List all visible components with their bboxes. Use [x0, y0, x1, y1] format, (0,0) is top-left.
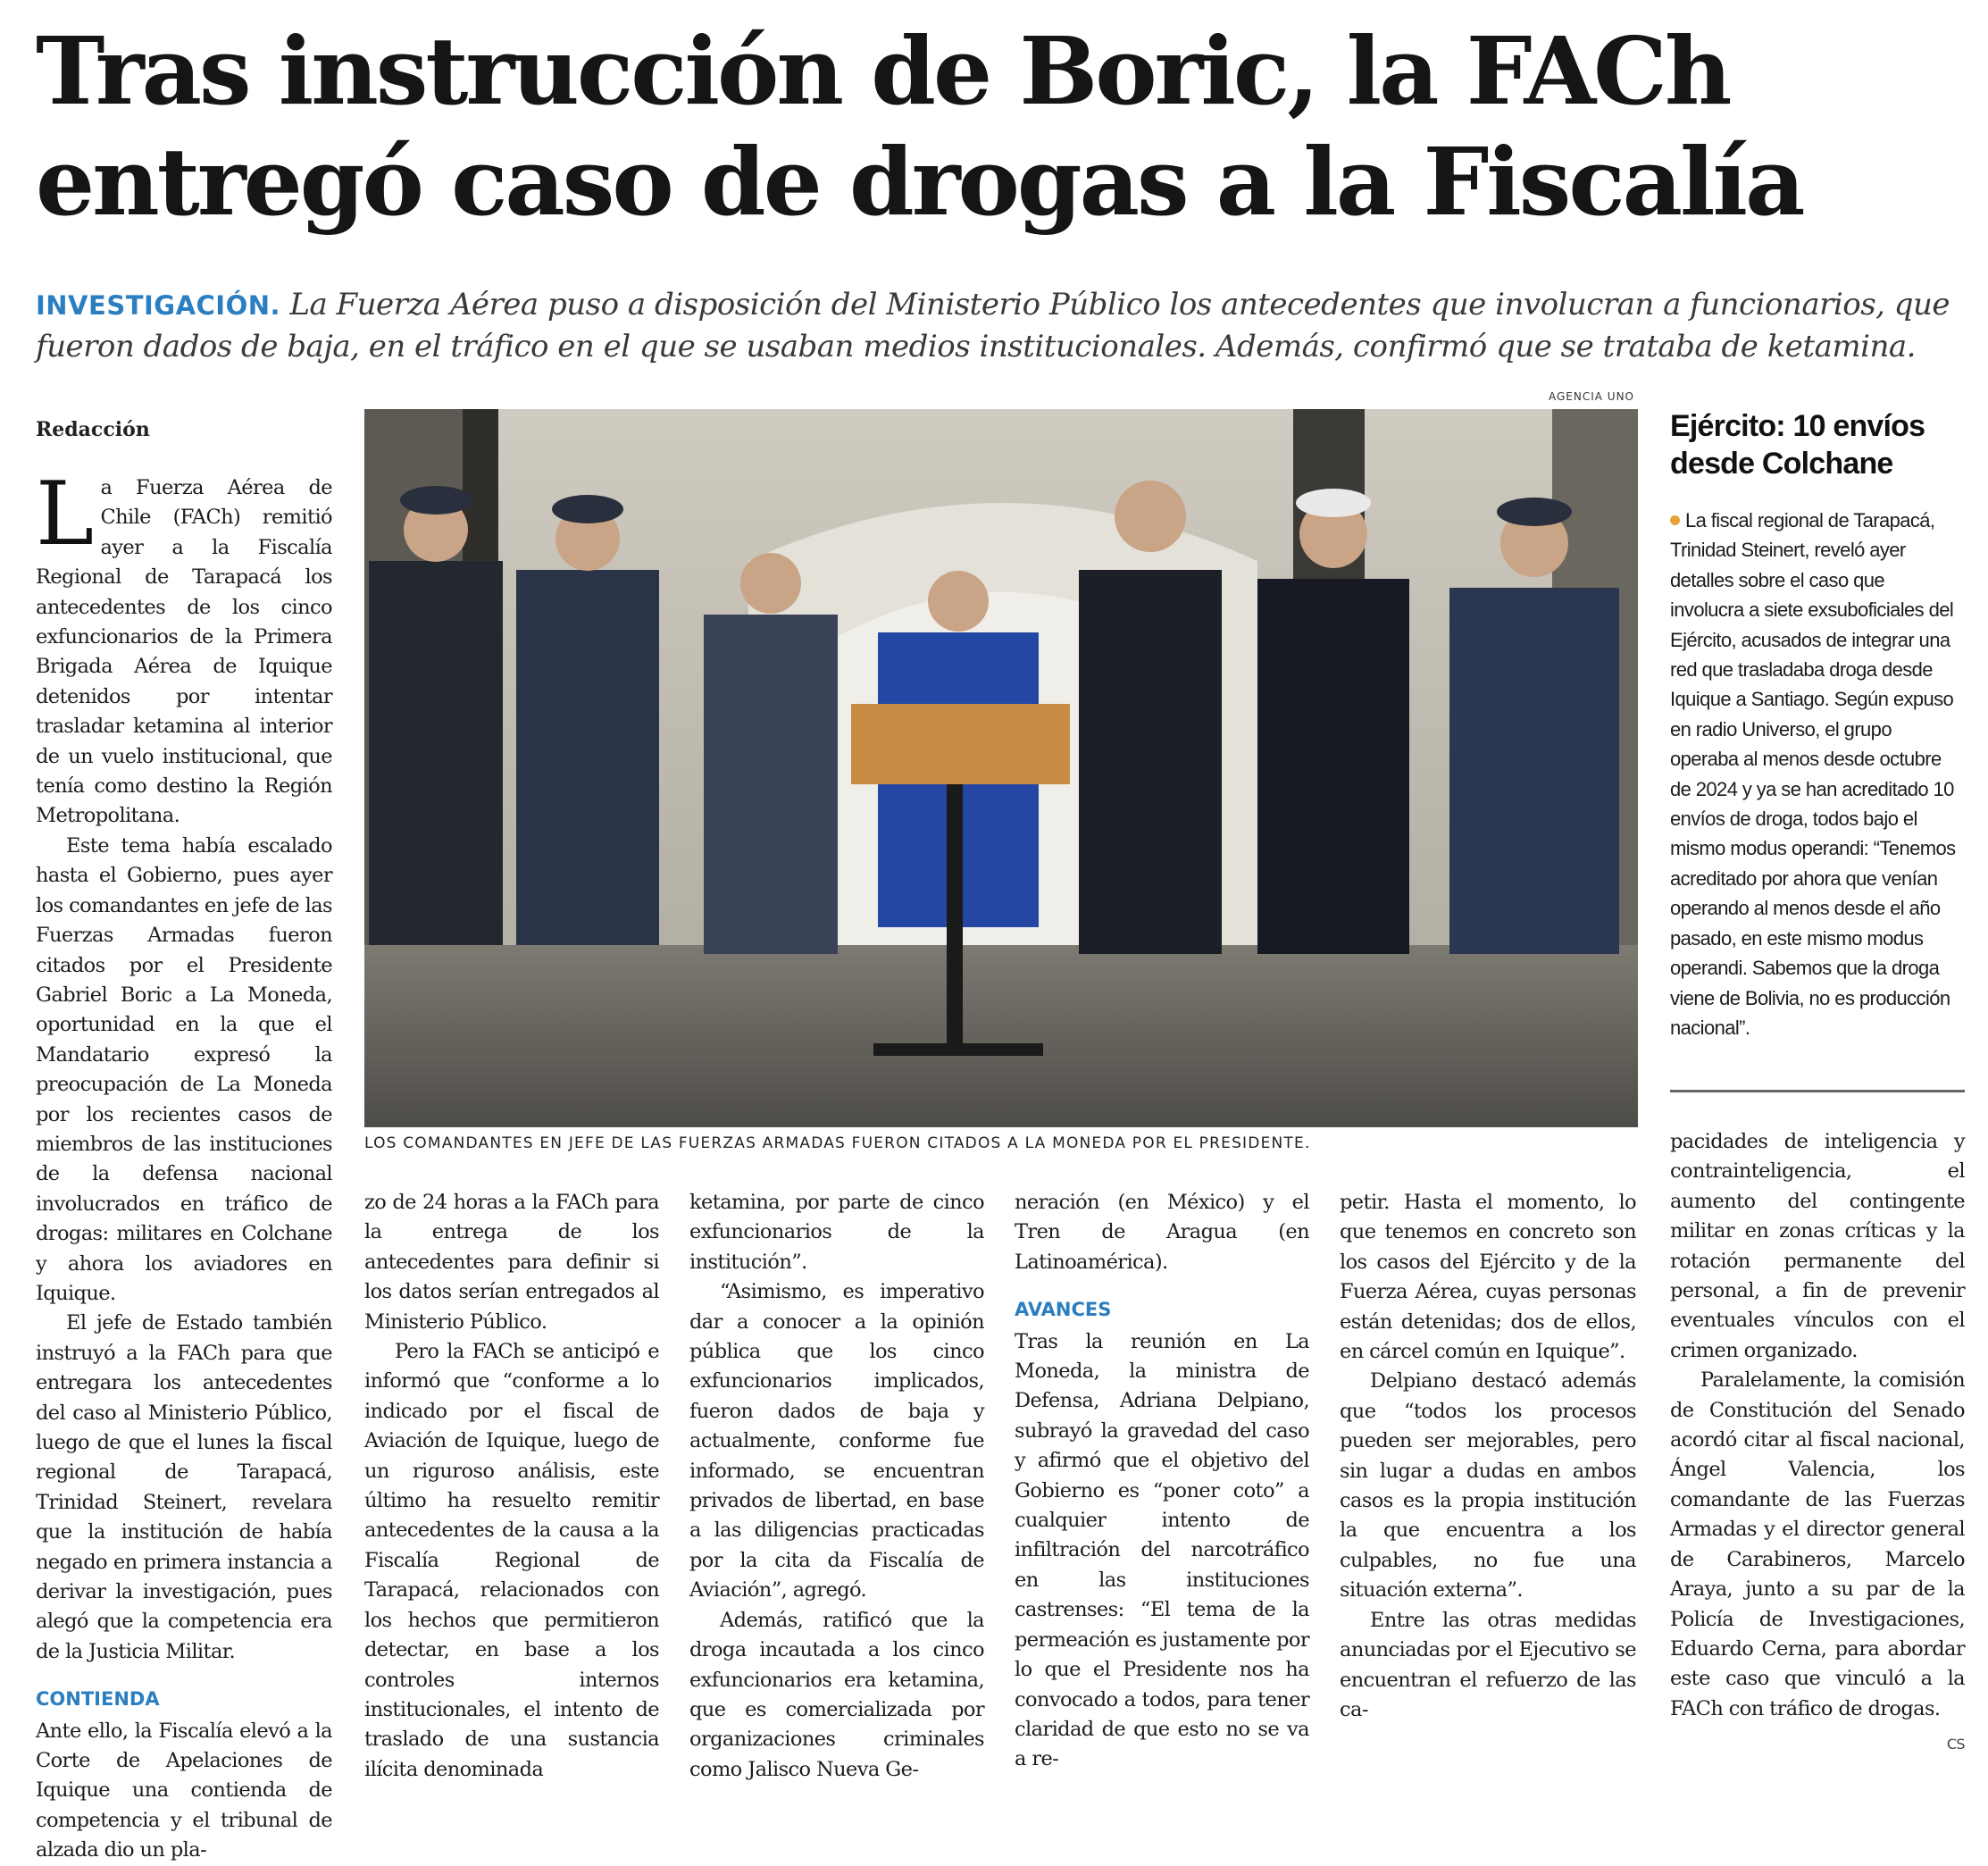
paragraph: Delpiano destacó además que “todos los procesos pueden ser mejorables, pero sin lugar a dudas en ambos casos es la propia institución la que encuentra a los culpables, no fue una situación externa”. [1340, 1369, 1636, 1602]
paragraph: El jefe de Estado también instruyó a la FACh para que entregara los antecedentes del caso al Ministerio Público, luego de que el lunes la fiscal regional de Tarapacá, Trinidad Steinert, revelara que la institución de había negado en primera instancia a derivar la investigación, pues alegó que la competencia era de la Justicia Militar. [36, 1311, 332, 1663]
paragraph: pacidades de inteligencia y contrainteligencia, el aumento del contingente militar en zonas críticas y la rotación permanente del personal, a fin de prevenir eventuales vínculos con el crimen organizado. [1670, 1130, 1965, 1362]
byline: Redacción [36, 418, 150, 441]
column-1 [36, 464, 332, 1866]
subhead-avances: AVANCES [1015, 1299, 1112, 1321]
paragraph: zo de 24 horas a la FACh para la entrega de los antecedentes para definir si los datos serían entregados al Ministerio Público. [364, 1191, 659, 1334]
sidebar-text: La fiscal regional de Tarapacá, Trinidad Steinert, reveló ayer detalles sobre el caso que involucra a siete exsuboficiales del Ejército, acusados de integrar una red que trasladaba droga desde Iquique a Santiago. Según expuso en radio Universo, el grupo operaba al menos desde octubre de 2024 y ya se han acreditado 10 envíos de droga, todos bajo el mismo modus operandi: “Tenemos acreditado por ahora que venían operando al menos desde el año pasado, en este mismo modus operandi. Sabemos que la droga viene de Bolivia, no es producción nacional”. [1670, 509, 1956, 1039]
column-2 [364, 1188, 659, 1785]
paragraph: “Asimismo, es imperativo dar a conocer a la opinión pública que los cinco exfuncionarios implicados, fueron dados de baja y actualmente, conforme fue informado, se encuentran privados de libertad, en base a las diligencias practicadas por la cita da Fiscalía de Aviación”, agregó. [689, 1280, 984, 1602]
headline: Tras instrucción de Boric, la FACh entregó caso de drogas a la Fiscalía [36, 16, 1803, 237]
column-4 [1015, 1188, 1309, 1775]
news-photo [364, 409, 1638, 1127]
paragraph: neración (en México) y el Tren de Aragua (en Latinoamérica). [1015, 1191, 1309, 1274]
paragraph: ketamina, por parte de cinco exfuncionarios de la institución”. [689, 1191, 984, 1274]
deck [36, 284, 1974, 367]
column-6 [1670, 1127, 1965, 1760]
bullet-icon [1670, 515, 1680, 525]
paragraph: Entre las otras medidas anunciadas por el Ejecutivo se encuentran el refuerzo de las ca- [1340, 1608, 1636, 1721]
paragraph [36, 464, 332, 832]
sidebar-divider [1670, 1090, 1965, 1092]
paragraph: petir. Hasta el momento, lo que tenemos en concreto son los casos del Ejército y de la Fuerza Aérea, cuyas personas están detenidas; dos de ellos, en cárcel común en Iquique”. [1340, 1191, 1636, 1364]
kicker: INVESTIGACIÓN. [36, 290, 281, 321]
drop-cap: L [36, 464, 94, 565]
deck-text: La Fuerza Aérea puso a disposición del Ministerio Público los antecedentes que involucran a funcionarios, que fueron dados de baja, en el tráfico en el que se usaban medios institucionales. Además, confirmó que se trataba de ketamina. [36, 287, 1950, 364]
sidebar-body [1670, 506, 1961, 1042]
paragraph: Tras la reunión en La Moneda, la ministra de Defensa, Adriana Delpiano, subrayó la gravedad del caso y afirmó que el objetivo del Gobierno es “poner coto” a cualquier intento de infiltración del narcotráfico en las instituciones castrenses: “El tema de la permeación es justamente por lo que el Presidente nos ha convocado a todos, para tener claridad de que esto no se va a re- [1015, 1329, 1309, 1771]
paragraph-text: a Fuerza Aérea de Chile (FACh) remitió ayer a la Fiscalía Regional de Tarapacá los antecedentes de los cinco exfuncionarios de la Primera Brigada Aérea de Iquique detenidos por intentar trasladar ketamina al interior de un vuelo institucional, que tenía como destino la Región Metropolitana. [36, 476, 332, 828]
photo-illustration [364, 409, 1638, 1127]
photo-credit: AGENCIA UNO [1548, 390, 1634, 403]
paragraph: Ante ello, la Fiscalía elevó a la Corte de Apelaciones de Iquique una contienda de competencia y el tribunal de alzada dio un pla- [36, 1719, 332, 1862]
end-mark: CS [1946, 1736, 1965, 1753]
paragraph: Paralelamente, la comisión de Constitución del Senado acordó citar al fiscal nacional, Ángel Valencia, los comandante de las Fuerzas Armadas y el director general de Carabineros, Marcelo Araya, junto a su par de la Policía de Investigaciones, Eduardo Cerna, para abordar este caso que vinculó a la FACh con tráfico de drogas. [1670, 1368, 1965, 1720]
paragraph: Además, ratificó que la droga incautada a los cinco exfuncionarios era ketamina, que es comercializada por organizaciones criminales como Jalisco Nueva Ge- [689, 1608, 984, 1781]
paragraph: Este tema había escalado hasta el Gobierno, pues ayer los comandantes en jefe de las Fuerzas Armadas fueron citados por el Presidente Gabriel Boric a La Moneda, oportunidad en la que el Mandatario expresó la preocupación de La Moneda por los recientes casos de miembros de las instituciones de la defensa nacional involucrados en tráfico de drogas: militares en Colchane y ahora los aviadores en Iquique. [36, 833, 332, 1305]
sidebar-title: Ejército: 10 envíos desde Colchane [1670, 409, 1925, 481]
column-3 [689, 1188, 984, 1785]
subhead-contienda: CONTIENDA [36, 1688, 160, 1711]
paragraph: Pero la FACh se anticipó e informó que “conforme a lo indicado por el fiscal de Aviación de Iquique, luego de un riguroso análisis, este último ha resuelto remitir antecedentes de la causa a la Fiscalía Regional de Tarapacá, relacionados con los hechos que permitieron detectar, en base a los controles internos institucionales, el intento de traslado de una sustancia ilícita denominada [364, 1340, 659, 1781]
column-5 [1340, 1188, 1636, 1725]
photo-caption: LOS COMANDANTES EN JEFE DE LAS FUERZAS ARMADAS FUERON CITADOS A LA MONEDA POR EL PRESIDENTE. [364, 1134, 1311, 1152]
